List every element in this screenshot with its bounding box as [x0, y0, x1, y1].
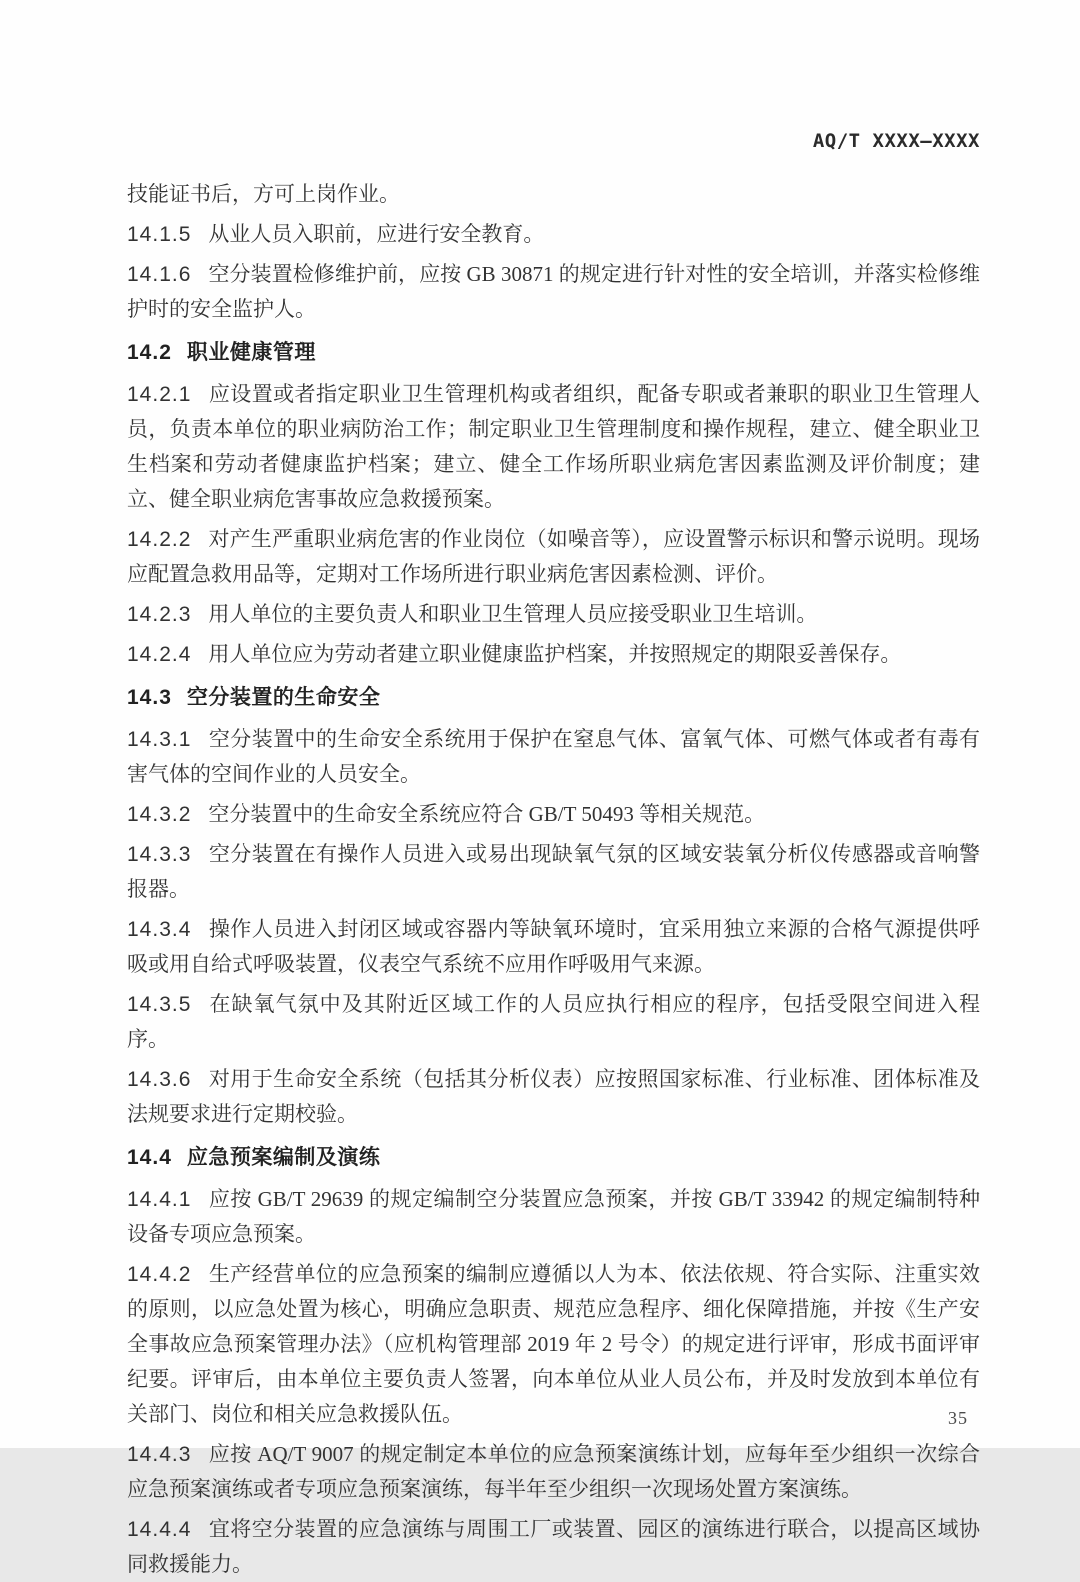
clause-text: 在缺氧气氛中及其附近区域工作的人员应执行相应的程序，包括受限空间进入程序。	[127, 992, 980, 1051]
clause-number: 14.4.3	[127, 1443, 192, 1466]
clause-paragraph	[127, 987, 980, 1057]
clause-paragraph	[127, 217, 980, 252]
clause-number: 14.2.3	[127, 603, 192, 626]
clause-paragraph	[127, 1437, 980, 1507]
clause-paragraph	[127, 1257, 980, 1432]
clause-text: 空分装置中的生命安全系统用于保护在窒息气体、富氧气体、可燃气体或者有毒有害气体的空间作业的人员安全。	[127, 727, 980, 786]
clause-text: 应急预案编制及演练	[186, 1146, 381, 1169]
clause-text: 应设置或者指定职业卫生管理机构或者组织，配备专职或者兼职的职业卫生管理人员，负责本单位的职业病防治工作；制定职业卫生管理制度和操作规程，建立、健全职业卫生档案和劳动者健康监护档案；建立、健全工作场所职业病危害因素监测及评价制度；建立、健全职业病危害事故应急救援预案。	[127, 382, 980, 511]
clause-number: 14.4	[127, 1146, 172, 1169]
clause-number: 14.4.4	[127, 1518, 192, 1541]
clause-number: 14.2.4	[127, 643, 192, 666]
clause-text: 空分装置在有操作人员进入或易出现缺氧气氛的区域安装氧分析仪传感器或音响警报器。	[127, 842, 980, 901]
clause-paragraph	[127, 722, 980, 792]
clause-paragraph	[127, 1182, 980, 1252]
clause-paragraph	[127, 637, 980, 672]
clause-number: 14.4.1	[127, 1188, 192, 1211]
clause-number: 14.3.1	[127, 728, 192, 751]
clause-number: 14.4.2	[127, 1263, 192, 1286]
clause-text: 应按 GB/T 29639 的规定编制空分装置应急预案，并按 GB/T 33942 的规定编制特种设备专项应急预案。	[127, 1187, 980, 1246]
clause-text: 应按 AQ/T 9007 的规定制定本单位的应急预案演练计划，应每年至少组织一次综合应急预案演练或者专项应急预案演练，每半年至少组织一次现场处置方案演练。	[127, 1442, 980, 1501]
clause-paragraph	[127, 912, 980, 982]
clause-paragraph	[127, 797, 980, 832]
document-body	[127, 177, 980, 1582]
clause-number: 14.3	[127, 686, 172, 709]
clause-text: 从业人员入职前，应进行安全教育。	[208, 222, 545, 246]
clause-paragraph	[127, 257, 980, 327]
clause-paragraph	[127, 597, 980, 632]
standard-code: AQ/T XXXX—XXXX	[812, 130, 980, 152]
section-heading	[127, 1140, 980, 1175]
clause-text: 宜将空分装置的应急演练与周围工厂或装置、园区的演练进行联合，以提高区域协同救援能力。	[127, 1517, 980, 1576]
clause-text: 空分装置检修维护前，应按 GB 30871 的规定进行针对性的安全培训，并落实检修维护时的安全监护人。	[127, 262, 980, 321]
section-heading	[127, 680, 980, 715]
page-number: 35	[948, 1408, 968, 1428]
clause-text: 技能证书后，方可上岗作业。	[127, 182, 400, 206]
clause-text: 用人单位应为劳动者建立职业健康监护档案，并按照规定的期限妥善保存。	[208, 642, 902, 666]
clause-text: 对产生严重职业病危害的作业岗位（如噪音等），应设置警示标识和警示说明。现场应配置急救用品等，定期对工作场所进行职业病危害因素检测、评价。	[127, 527, 980, 586]
clause-text: 操作人员进入封闭区域或容器内等缺氧环境时，宜采用独立来源的合格气源提供呼吸或用自给式呼吸装置，仪表空气系统不应用作呼吸用气来源。	[127, 917, 980, 976]
clause-number: 14.1.5	[127, 223, 192, 246]
clause-text: 生产经营单位的应急预案的编制应遵循以人为本、依法依规、符合实际、注重实效的原则，以应急处置为核心，明确应急职责、规范应急程序、细化保障措施，并按《生产安全事故应急预案管理办法》（应机构管理部 2019 年 2 号令）的规定进行评审，形成书面评审纪要。评审后，由本单位主要负责人签署，向本单位从业人员公布，并及时发放到本单位有关部门、岗位和相关应急救援队伍。	[127, 1262, 980, 1426]
clause-number: 14.3.6	[127, 1068, 192, 1091]
clause-text: 空分装置中的生命安全系统应符合 GB/T 50493 等相关规范。	[208, 802, 766, 826]
clause-number: 14.3.3	[127, 843, 192, 866]
clause-number: 14.3.5	[127, 993, 192, 1016]
clause-text: 用人单位的主要负责人和职业卫生管理人员应接受职业卫生培训。	[208, 602, 818, 626]
clause-number: 14.1.6	[127, 263, 192, 286]
clause-number: 14.3.2	[127, 803, 192, 826]
document-header	[127, 128, 980, 153]
clause-paragraph	[127, 1512, 980, 1582]
clause-number: 14.2.2	[127, 528, 192, 551]
clause-paragraph	[127, 177, 980, 212]
clause-paragraph	[127, 522, 980, 592]
section-heading	[127, 335, 980, 370]
clause-paragraph	[127, 837, 980, 907]
clause-paragraph	[127, 1062, 980, 1132]
clause-number: 14.2	[127, 341, 172, 364]
clause-text: 空分装置的生命安全	[186, 686, 381, 709]
clause-text: 对用于生命安全系统（包括其分析仪表）应按照国家标准、行业标准、团体标准及法规要求进行定期校验。	[127, 1067, 980, 1126]
clause-number: 14.2.1	[127, 383, 192, 406]
clause-text: 职业健康管理	[186, 341, 316, 364]
clause-paragraph	[127, 377, 980, 517]
document-footer	[948, 1405, 968, 1430]
clause-number: 14.3.4	[127, 918, 192, 941]
